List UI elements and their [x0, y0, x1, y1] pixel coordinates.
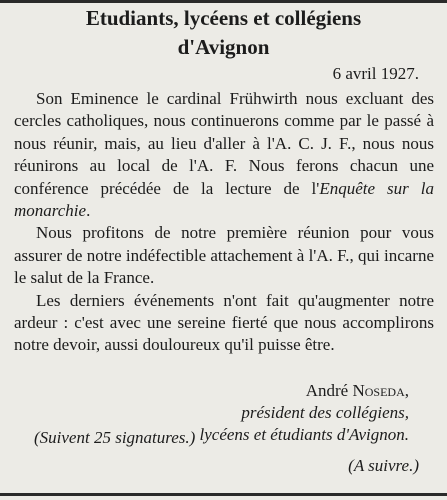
paragraph-1-text: Son Eminence le cardinal Frühwirth nous excluant des cercles catholiques, nous continuerons comme par le passé à nous réunir, mais, au lieu d'aller à l'A. C. J. F., nous nous réunirons au local de l'A. F. Nous ferons chacun une conférence précédée de la lecture de l' — [14, 89, 434, 198]
title-line-1: Etudiants, lycéens et collégiens — [85, 6, 362, 30]
paragraph-3: Les derniers événements n'ont fait qu'augmenter notre ardeur : c'est avec une sereine fierté que nous accomplirons notre devoir, aussi douloureux qu'il puisse être. — [14, 290, 434, 355]
title-line-2: d'Avignon — [177, 35, 270, 59]
to-be-continued: (A suivre.) — [348, 456, 419, 475]
paragraph-1-end: . — [86, 201, 91, 221]
signer-first-name: André — [305, 381, 349, 400]
signature-block — [200, 380, 409, 446]
article-body — [14, 88, 434, 357]
signatures-note: (Suivent 25 signatures.) — [34, 428, 196, 447]
article-title — [0, 4, 447, 62]
book-title: Enquête sur la monarchie — [14, 178, 435, 221]
signer-name — [200, 380, 409, 402]
signer-role-1: président des collégiens, — [241, 403, 409, 422]
paragraph-1 — [14, 88, 434, 222]
article-date: 6 avril 1927. — [332, 64, 419, 83]
signer-role-2: lycéens et étudiants d'Avignon. — [199, 425, 409, 444]
bottom-rule — [0, 493, 447, 496]
paragraph-2: Nous profitons de notre première réunion pour vous assurer de notre indéfectible attachement à l'A. F., qui incarne le salut de la France. — [14, 223, 434, 288]
top-rule — [0, 0, 447, 3]
signer-last-name: Noseda, — [352, 381, 409, 400]
